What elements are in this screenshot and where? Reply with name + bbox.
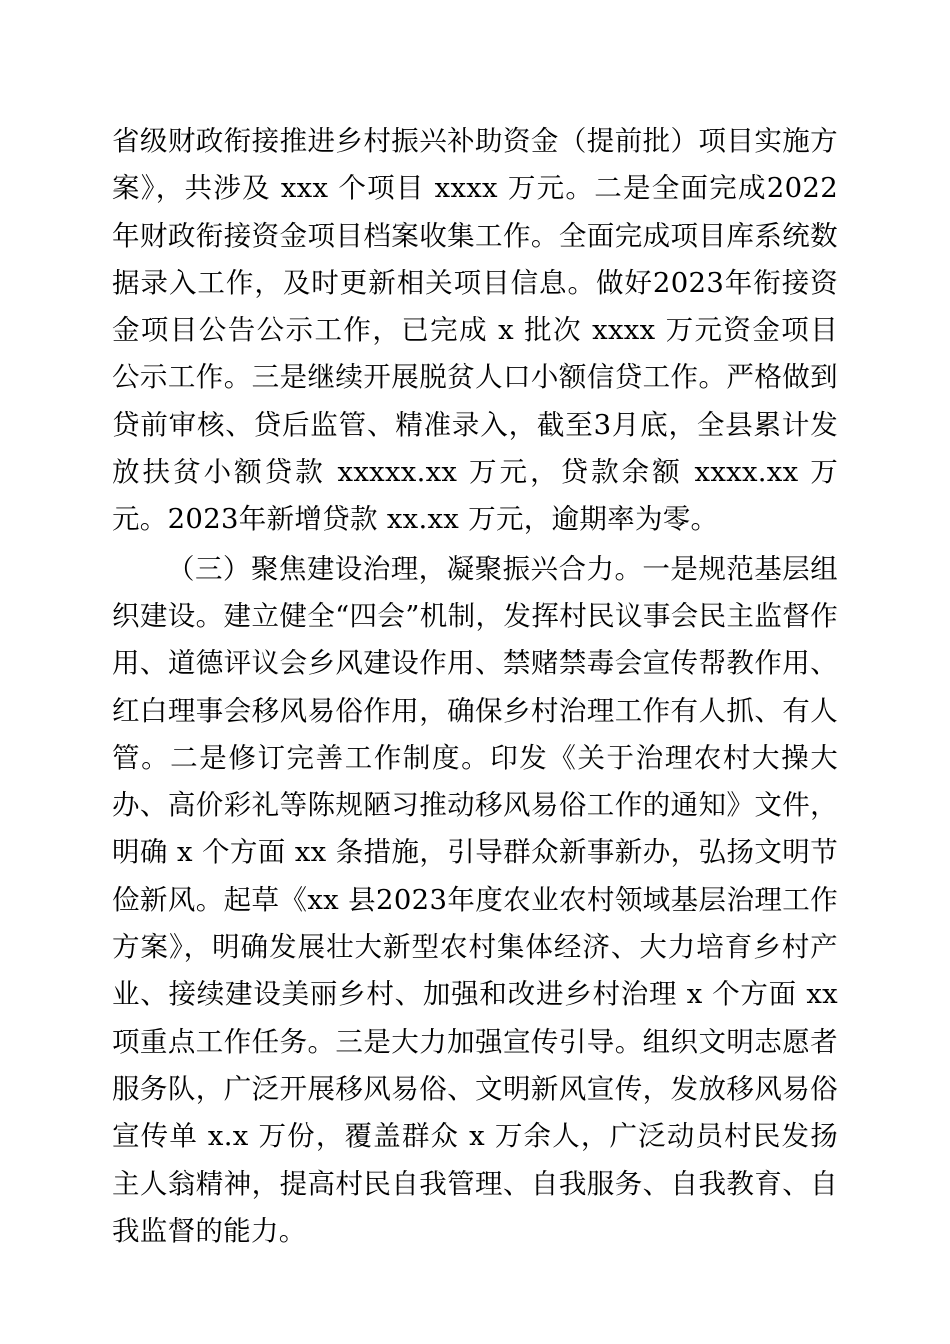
paragraph-section-three: （三）聚焦建设治理，凝聚振兴合力。一是规范基层组织建设。建立健全“四会”机制，发挥村民议事会民主监督作用、道德评议会乡风建设作用、禁赌禁毒会宣传帮教作用、红白理事会移风易俗作用，确保乡村治理工作有人抓、有人管。二是修订完善工作制度。印发《关于治理农村大操大办、高价彩礼等陈规陋习推动移风易俗工作的通知》文件，明确 x 个方面 xx 条措施，引导群众新事新办，弘扬文明节俭新风。起草《xx 县2023年度农业农村领域基层治理工作方案》，明确发展壮大新型农村集体经济、大力培育乡村产业、接续建设美丽乡村、加强和改进乡村治理 x 个方面 xx 项重点工作任务。三是大力加强宣传引导。组织文明志愿者服务队，广泛开展移风易俗、文明新风宣传，发放移风易俗宣传单 x.x 万份，覆盖群众 x 万余人，广泛动员村民发扬主人翁精神，提高村民自我管理、自我服务、自我教育、自我监督的能力。 <box>112 552 838 1247</box>
document-body <box>112 118 838 1255</box>
paragraph-continued: 省级财政衔接推进乡村振兴补助资金（提前批）项目实施方案》，共涉及 xxx 个项目 xxxx 万元。二是全面完成2022年财政衔接资金项目档案收集工作。全面完成项目库系统数据录入工作，及时更新相关项目信息。做好2023年衔接资金项目公告公示工作，已完成 x 批次 xxxx 万元资金项目公示工作。三是继续开展脱贫人口小额信贷工作。严格做到贷前审核、贷后监管、精准录入，截至3月底，全县累计发放扶贫小额贷款 xxxxx.xx 万元，贷款余额 xxxx.xx 万元。2023年新增贷款 xx.xx 万元，逾期率为零。 <box>112 125 838 536</box>
